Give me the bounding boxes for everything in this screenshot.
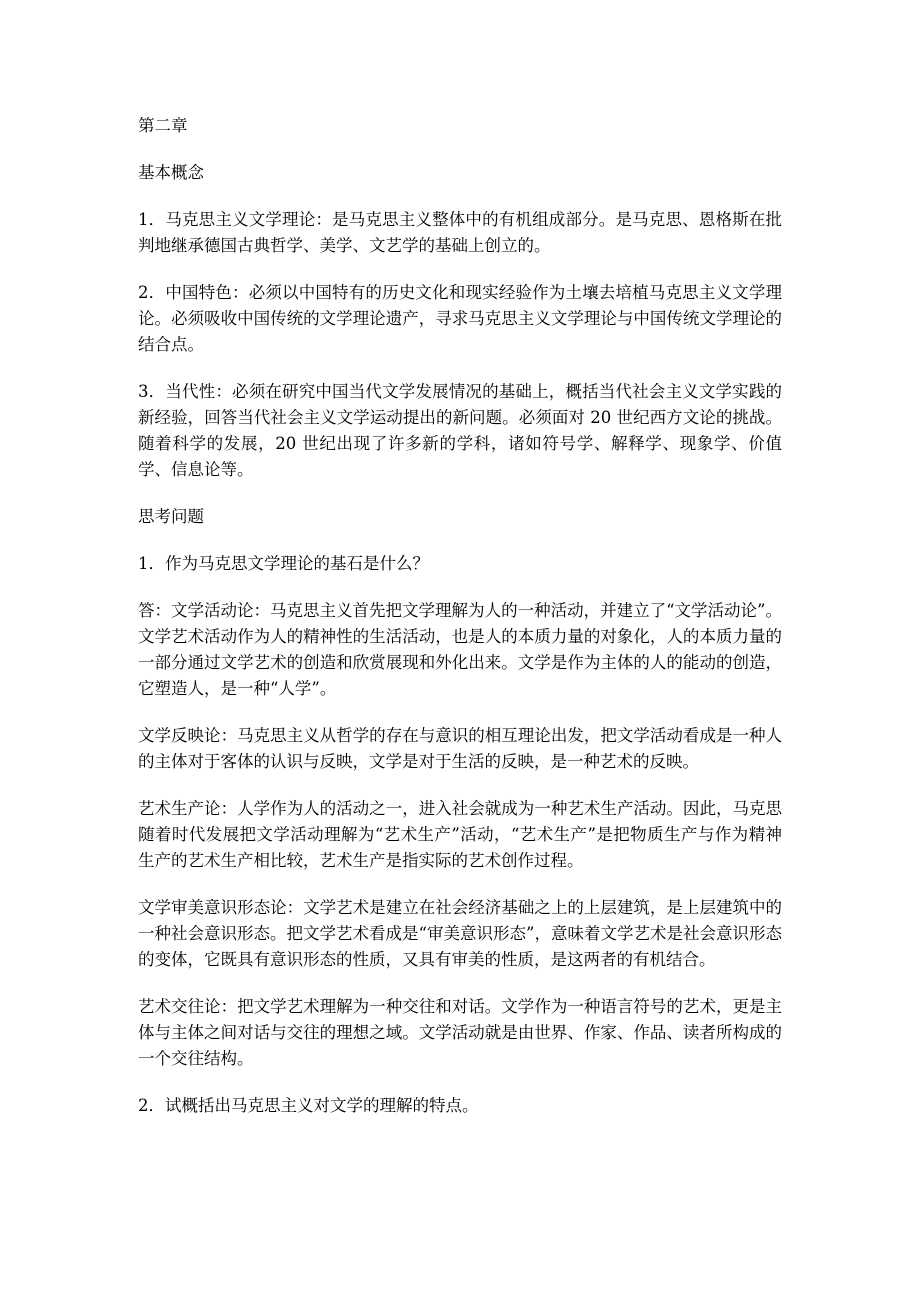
- answer-paragraph: 文学审美意识形态论：文学艺术是建立在社会经济基础之上的上层建筑，是上层建筑中的一种社会意识形态。把文学艺术看成是“审美意识形态”，意味着文学艺术是社会意识形态的变体，它既具有意识形态的性质，又具有审美的性质，是这两者的有机结合。: [138, 898, 782, 969]
- concept-paragraph: 2．中国特色：必须以中国特有的历史文化和现实经验作为土壤去培植马克思主义文学理论。必须吸收中国传统的文学理论遗产，寻求马克思主义文学理论与中国传统文学理论的结合点。: [138, 283, 782, 354]
- question-1: 1．作为马克思文学理论的基石是什么？: [138, 554, 429, 573]
- chapter-title: 第二章: [138, 116, 188, 135]
- section-title-concepts: 基本概念: [138, 163, 204, 182]
- document-page: [138, 113, 782, 1140]
- answer-paragraph: 文学反映论：马克思主义从哲学的存在与意识的相互理论出发，把文学活动看成是一种人的主体对于客体的认识与反映，文学是对于生活的反映，是一种艺术的反映。: [138, 726, 782, 771]
- concept-paragraph: 1．马克思主义文学理论：是马克思主义整体中的有机组成部分。是马克思、恩格斯在批判地继承德国古典哲学、美学、文艺学的基础上创立的。: [138, 210, 782, 255]
- answer-paragraph: 答：文学活动论：马克思主义首先把文学理解为人的一种活动，并建立了“文学活动论”。文学艺术活动作为人的精神性的生活活动，也是人的本质力量的对象化，人的本质力量的一部分通过文学艺术的创造和欣赏展现和外化出来。文学是作为主体的人的能动的创造，它塑造人，是一种“人学”。: [138, 601, 782, 698]
- answer-paragraph: 艺术生产论：人学作为人的活动之一，进入社会就成为一种艺术生产活动。因此，马克思随着时代发展把文学活动理解为“艺术生产”活动，“艺术生产”是把物质生产与作为精神生产的艺术生产相比较，艺术生产是指实际的艺术创作过程。: [138, 799, 782, 870]
- answer-paragraph: 艺术交往论：把文学艺术理解为一种交往和对话。文学作为一种语言符号的艺术，更是主体与主体之间对话与交往的理想之域。文学活动就是由世界、作家、作品、读者所构成的一个交往结构。: [138, 997, 782, 1068]
- question-2: 2．试概括出马克思主义对文学的理解的特点。: [138, 1096, 479, 1115]
- section-title-questions: 思考问题: [138, 507, 204, 526]
- concept-paragraph: 3．当代性：必须在研究中国当代文学发展情况的基础上，概括当代社会主义文学实践的新经验，回答当代社会主义文学运动提出的新问题。必须面对 20 世纪西方文论的挑战。随着科学的发展，20 世纪出现了许多新的学科，诸如符号学、解释学、现象学、价值学、信息论等。: [138, 382, 782, 479]
